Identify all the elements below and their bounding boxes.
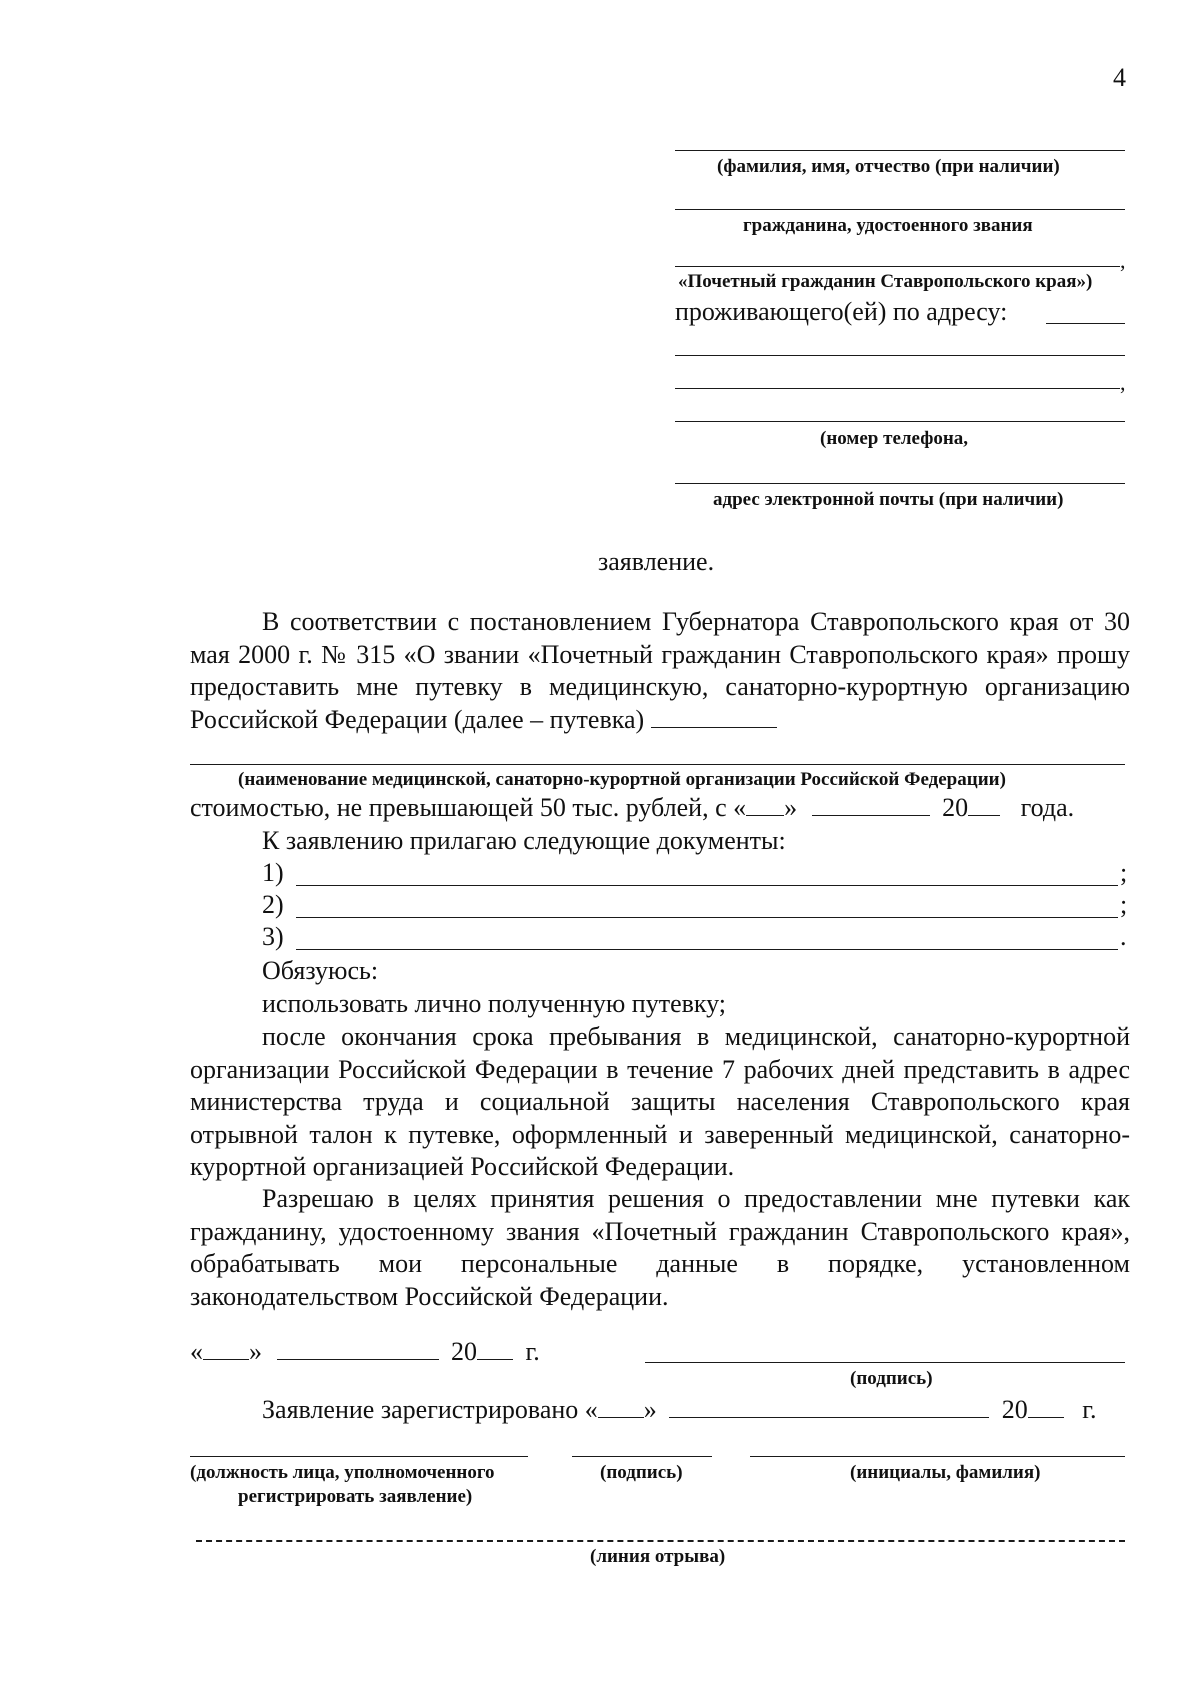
title-field-comma: , bbox=[1120, 248, 1126, 273]
date-quote-open: « bbox=[190, 1337, 203, 1366]
attachment-end-1: ; bbox=[1120, 858, 1128, 887]
registrar-signature-caption: (подпись) bbox=[600, 1462, 683, 1483]
email-field-caption: адрес электронной почты (при наличии) bbox=[713, 489, 1064, 510]
registration-label: Заявление зарегистрировано « bbox=[262, 1395, 598, 1424]
cost-quote-close: » bbox=[784, 793, 798, 822]
attachment-number-2: 2) bbox=[262, 890, 284, 919]
date-year-suffix: г. bbox=[525, 1337, 540, 1366]
date-year-prefix: 20 bbox=[451, 1337, 477, 1366]
address-line-4 bbox=[675, 421, 1125, 422]
cost-year-prefix: 20 bbox=[942, 793, 969, 822]
citizen-field-line bbox=[675, 209, 1125, 210]
applicant-signature-caption: (подпись) bbox=[850, 1368, 933, 1389]
name-field-caption: (фамилия, имя, отчество (при наличии) bbox=[717, 156, 1060, 177]
attachment-line-1 bbox=[296, 885, 1118, 886]
tear-line-caption: (линия отрыва) bbox=[590, 1546, 726, 1567]
email-field-line bbox=[675, 483, 1125, 484]
request-text: В соответствии с постановлением Губернатора Ставропольского края от 30 мая 2000 г. № 315 «О звании «Почетный гражданин Ставропольского края» прошу предоставить мне путевку в медицинскую, санаторно-курортную организацию Российской Федерации (далее – путевка) bbox=[190, 607, 1130, 734]
title-field-line bbox=[675, 266, 1120, 267]
cost-prefix: стоимостью, не превышающей 50 тыс. рублей, с « bbox=[190, 793, 747, 822]
registration-line bbox=[262, 1394, 1097, 1426]
phone-field-caption: (номер телефона, bbox=[820, 428, 969, 449]
cost-day-blank bbox=[746, 793, 784, 816]
registration-year-blank bbox=[1028, 1395, 1064, 1418]
date-month-blank bbox=[277, 1337, 439, 1360]
organization-field-line bbox=[190, 764, 1125, 765]
title-field-caption: «Почетный гражданин Ставропольского края») bbox=[678, 271, 1093, 292]
document-title: заявление. bbox=[598, 547, 715, 576]
registrar-initials-caption: (инициалы, фамилия) bbox=[850, 1462, 1041, 1483]
obligation-item-2: после окончания срока пребывания в медицинской, санаторно-курортной организации Российской Федерации в течение 7 рабочих дней представить в адрес министерства труда и социальной защиты населения Ставропольского края отрывной талон к путевке, оформленный и заверенный медицинской, санаторно-курортной организацией Российской Федерации. bbox=[190, 1022, 1130, 1181]
request-paragraph bbox=[190, 606, 1130, 736]
organization-inline-blank bbox=[651, 705, 777, 728]
registration-month-blank bbox=[669, 1395, 989, 1418]
registrar-initials-line bbox=[750, 1456, 1125, 1457]
tear-line bbox=[196, 1540, 1125, 1542]
applicant-signature-line bbox=[645, 1362, 1125, 1363]
registrar-position-caption-2: регистрировать заявление) bbox=[238, 1486, 473, 1507]
attachment-number-1: 1) bbox=[262, 858, 284, 887]
attachment-line-2 bbox=[296, 917, 1118, 918]
attachment-end-2: ; bbox=[1120, 890, 1128, 919]
address-line-3 bbox=[675, 388, 1120, 389]
registration-quote-close: » bbox=[643, 1395, 657, 1424]
attachments-intro: К заявлению прилагаю следующие документы: bbox=[262, 826, 786, 855]
attachment-number-3: 3) bbox=[262, 922, 284, 951]
citizen-field-caption: гражданина, удостоенного звания bbox=[743, 215, 1033, 236]
organization-caption: (наименование медицинской, санаторно-курортной организации Российской Федерации) bbox=[238, 769, 1006, 790]
address-comma: , bbox=[1120, 370, 1126, 395]
page-number: 4 bbox=[1113, 63, 1126, 92]
registration-day-blank bbox=[598, 1395, 644, 1418]
consent-paragraph: Разрешаю в целях принятия решения о предоставлении мне путевки как гражданину, удостоенному звания «Почетный гражданин Ставропольского края», обрабатывать мои персональные данные в порядке, установленном законодательством Российской Федерации. bbox=[190, 1184, 1130, 1311]
date-quote-close: » bbox=[249, 1337, 262, 1366]
address-label: проживающего(ей) по адресу: bbox=[675, 297, 1008, 326]
attachment-line-3 bbox=[296, 949, 1118, 950]
applicant-date-line bbox=[190, 1336, 540, 1368]
address-line-2 bbox=[675, 355, 1125, 356]
name-field-line bbox=[675, 150, 1125, 151]
date-year-blank bbox=[477, 1337, 513, 1360]
date-day-blank bbox=[203, 1337, 249, 1360]
cost-suffix: года. bbox=[1020, 793, 1075, 822]
obligation-heading: Обязуюсь: bbox=[262, 956, 379, 985]
registrar-position-caption-1: (должность лица, уполномоченного bbox=[190, 1462, 495, 1483]
address-line-1 bbox=[1046, 323, 1125, 324]
cost-line bbox=[190, 792, 1074, 824]
registrar-position-line bbox=[190, 1456, 528, 1457]
attachment-end-3: . bbox=[1120, 922, 1127, 951]
cost-month-blank bbox=[812, 793, 930, 816]
obligation-item-1: использовать лично полученную путевку; bbox=[262, 989, 727, 1018]
cost-year-blank bbox=[968, 793, 1000, 816]
registrar-signature-line bbox=[572, 1456, 712, 1457]
registration-year-suffix: г. bbox=[1082, 1395, 1097, 1424]
registration-year-prefix: 20 bbox=[1001, 1395, 1028, 1424]
